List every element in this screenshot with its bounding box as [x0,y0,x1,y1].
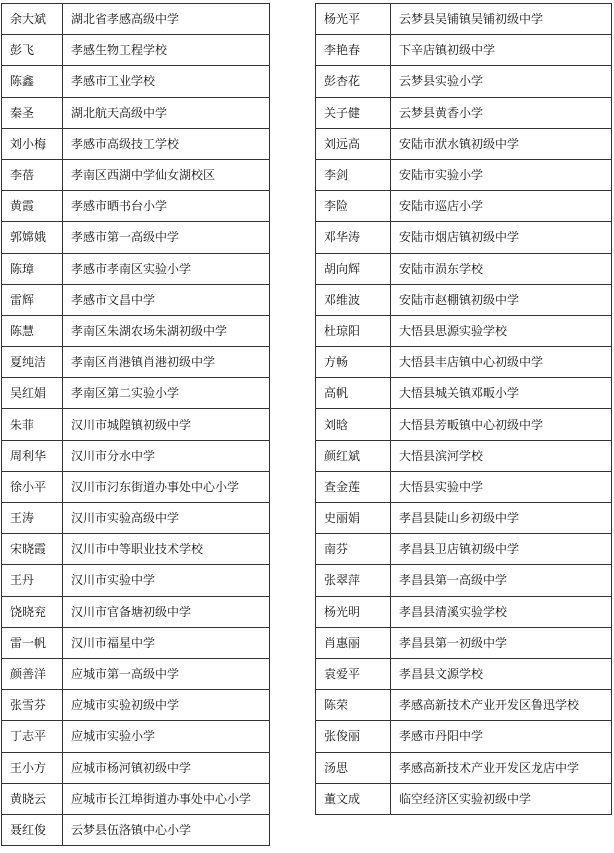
table-row [2,222,270,253]
person-name-cell: 史丽娟 [316,503,391,534]
school-name-cell: 湖北省孝感高级中学 [63,4,270,35]
table-row [316,97,612,128]
person-name-cell: 李艳春 [316,35,391,66]
person-name-cell: 刘晗 [316,409,391,440]
table-row [316,191,612,222]
person-name-cell: 王丹 [2,565,63,596]
person-name-cell: 陈荣 [316,690,391,721]
person-name-cell: 刘小梅 [2,128,63,159]
table-row [2,503,270,534]
person-name-cell: 刘远高 [316,128,391,159]
school-name-cell: 应城市长江埠街道办事处中心小学 [63,783,270,814]
school-name-cell: 汉川市中等职业技术学校 [63,534,270,565]
school-name-cell: 应城市实验初级中学 [63,690,270,721]
school-name-cell: 大悟县芳畈镇中心初级中学 [391,409,612,440]
table-row [2,97,270,128]
school-name-cell: 孝感高新技术产业开发区龙店中学 [391,752,612,783]
school-name-cell: 孝南区第二实验小学 [63,378,270,409]
person-name-cell: 肖惠丽 [316,627,391,658]
table-row [316,503,612,534]
school-name-cell: 孝感市第一高级中学 [63,222,270,253]
school-name-cell: 云梦县伍洛镇中心小学 [63,814,270,845]
table-row [316,627,612,658]
table-row [316,409,612,440]
person-name-cell: 胡向辉 [316,253,391,284]
school-name-cell: 孝昌县卫店镇初级中学 [391,534,612,565]
person-name-cell: 邓维波 [316,284,391,315]
table-row [316,35,612,66]
person-name-cell: 陈璋 [2,253,63,284]
table-row [316,534,612,565]
school-name-cell: 孝南区肖港镇肖港初级中学 [63,347,270,378]
school-name-cell: 孝昌县陡山乡初级中学 [391,503,612,534]
person-name-cell: 陈鑫 [2,66,63,97]
school-name-cell: 应城市第一高级中学 [63,658,270,689]
table-row [2,347,270,378]
school-name-cell: 孝感市文昌中学 [63,284,270,315]
person-name-cell: 朱菲 [2,409,63,440]
person-name-cell: 李蓓 [2,159,63,190]
table-row [2,471,270,502]
school-name-cell: 大悟县丰店镇中心初级中学 [391,347,612,378]
school-name-cell: 大悟县滨河学校 [391,440,612,471]
school-name-cell: 云梦县吴铺镇吴铺初级中学 [391,4,612,35]
table-row [316,253,612,284]
school-name-cell: 大悟县思源实验学校 [391,315,612,346]
person-name-cell: 关子健 [316,97,391,128]
table-row [2,253,270,284]
table-row [316,159,612,190]
roster-table-left [1,3,270,846]
person-name-cell: 方畅 [316,347,391,378]
school-name-cell: 大悟县实验中学 [391,471,612,502]
school-name-cell: 孝感高新技术产业开发区鲁迅学校 [391,690,612,721]
school-name-cell: 安陆市实验小学 [391,159,612,190]
table-row [2,409,270,440]
school-name-cell: 孝南区西湖中学仙女湖校区 [63,159,270,190]
person-name-cell: 张雪芬 [2,690,63,721]
school-name-cell: 孝感市高级技工学校 [63,128,270,159]
person-name-cell: 颜善洋 [2,658,63,689]
table-row [316,658,612,689]
person-name-cell: 杨光平 [316,4,391,35]
table-row [316,783,612,814]
table-row [2,284,270,315]
roster-table-right-body [316,4,612,815]
table-row [2,315,270,346]
school-name-cell: 汉川市实验中学 [63,565,270,596]
table-row [2,440,270,471]
table-row [316,721,612,752]
person-name-cell: 秦圣 [2,97,63,128]
school-name-cell: 孝感生物工程学校 [63,35,270,66]
school-name-cell: 孝昌县第一初级中学 [391,627,612,658]
person-name-cell: 夏纯洁 [2,347,63,378]
roster-table-left-body [2,4,270,846]
school-name-cell: 孝昌县清溪实验学校 [391,596,612,627]
person-name-cell: 张翠萍 [316,565,391,596]
table-row [2,35,270,66]
person-name-cell: 颜红斌 [316,440,391,471]
table-row [316,565,612,596]
table-row [2,752,270,783]
person-name-cell: 查金莲 [316,471,391,502]
table-row [2,4,270,35]
table-row [316,284,612,315]
table-row [316,128,612,159]
school-name-cell: 下辛店镇初级中学 [391,35,612,66]
person-name-cell: 汤思 [316,752,391,783]
table-row [316,378,612,409]
school-name-cell: 孝昌县第一高级中学 [391,565,612,596]
table-row [316,596,612,627]
school-name-cell: 临空经济区实验初级中学 [391,783,612,814]
school-name-cell: 孝感市丹阳中学 [391,721,612,752]
school-name-cell: 安陆市赵棚镇初级中学 [391,284,612,315]
table-row [316,4,612,35]
school-name-cell: 应城市杨河镇初级中学 [63,752,270,783]
school-name-cell: 安陆市巡店小学 [391,191,612,222]
table-row [2,596,270,627]
table-row [2,690,270,721]
school-name-cell: 孝感市孝南区实验小学 [63,253,270,284]
table-row [2,128,270,159]
table-row [2,783,270,814]
person-name-cell: 黄晓云 [2,783,63,814]
person-name-cell: 周利华 [2,440,63,471]
table-row [2,814,270,845]
table-row [316,315,612,346]
person-name-cell: 黄霞 [2,191,63,222]
school-name-cell: 汉川市分水中学 [63,440,270,471]
table-row [316,222,612,253]
person-name-cell: 杜琼阳 [316,315,391,346]
person-name-cell: 彭杏花 [316,66,391,97]
school-name-cell: 应城市实验小学 [63,721,270,752]
table-row [2,721,270,752]
person-name-cell: 杨光明 [316,596,391,627]
table-row [316,347,612,378]
school-name-cell: 云梦县实验小学 [391,66,612,97]
table-row [2,627,270,658]
table-row [2,378,270,409]
table-row [2,658,270,689]
table-row [2,565,270,596]
person-name-cell: 邓华涛 [316,222,391,253]
person-name-cell: 董文成 [316,783,391,814]
table-row [316,440,612,471]
school-name-cell: 孝南区朱湖农场朱湖初级中学 [63,315,270,346]
roster-table-right [315,3,612,815]
person-name-cell: 郭嫦娥 [2,222,63,253]
table-row [316,752,612,783]
table-row [316,471,612,502]
table-row [316,66,612,97]
person-name-cell: 饶晓兖 [2,596,63,627]
table-row [316,690,612,721]
school-name-cell: 汉川市福星中学 [63,627,270,658]
person-name-cell: 袁爱平 [316,658,391,689]
person-name-cell: 吴红娟 [2,378,63,409]
person-name-cell: 张俊丽 [316,721,391,752]
person-name-cell: 徐小平 [2,471,63,502]
person-name-cell: 陈慧 [2,315,63,346]
school-name-cell: 汉川市实验高级中学 [63,503,270,534]
table-row [2,534,270,565]
school-name-cell: 云梦县黄香小学 [391,97,612,128]
person-name-cell: 余大斌 [2,4,63,35]
table-row [2,191,270,222]
person-name-cell: 雷辉 [2,284,63,315]
school-name-cell: 汉川市官备塘初级中学 [63,596,270,627]
person-name-cell: 李险 [316,191,391,222]
school-name-cell: 大悟县城关镇邓畈小学 [391,378,612,409]
school-name-cell: 安陆市烟店镇初级中学 [391,222,612,253]
person-name-cell: 王小方 [2,752,63,783]
person-name-cell: 李剑 [316,159,391,190]
person-name-cell: 高帆 [316,378,391,409]
school-name-cell: 孝昌县文源学校 [391,658,612,689]
person-name-cell: 雷一帆 [2,627,63,658]
school-name-cell: 孝感市工业学校 [63,66,270,97]
person-name-cell: 王涛 [2,503,63,534]
school-name-cell: 汉川市城隍镇初级中学 [63,409,270,440]
school-name-cell: 安陆市涢东学校 [391,253,612,284]
person-name-cell: 南芬 [316,534,391,565]
school-name-cell: 汉川市汈东街道办事处中心小学 [63,471,270,502]
school-name-cell: 湖北航天高级中学 [63,97,270,128]
school-name-cell: 孝感市晒书台小学 [63,191,270,222]
person-name-cell: 聂红俊 [2,814,63,845]
person-name-cell: 宋晓霞 [2,534,63,565]
person-name-cell: 彭飞 [2,35,63,66]
table-row [2,66,270,97]
person-name-cell: 丁志平 [2,721,63,752]
school-name-cell: 安陆市洑水镇初级中学 [391,128,612,159]
table-row [2,159,270,190]
